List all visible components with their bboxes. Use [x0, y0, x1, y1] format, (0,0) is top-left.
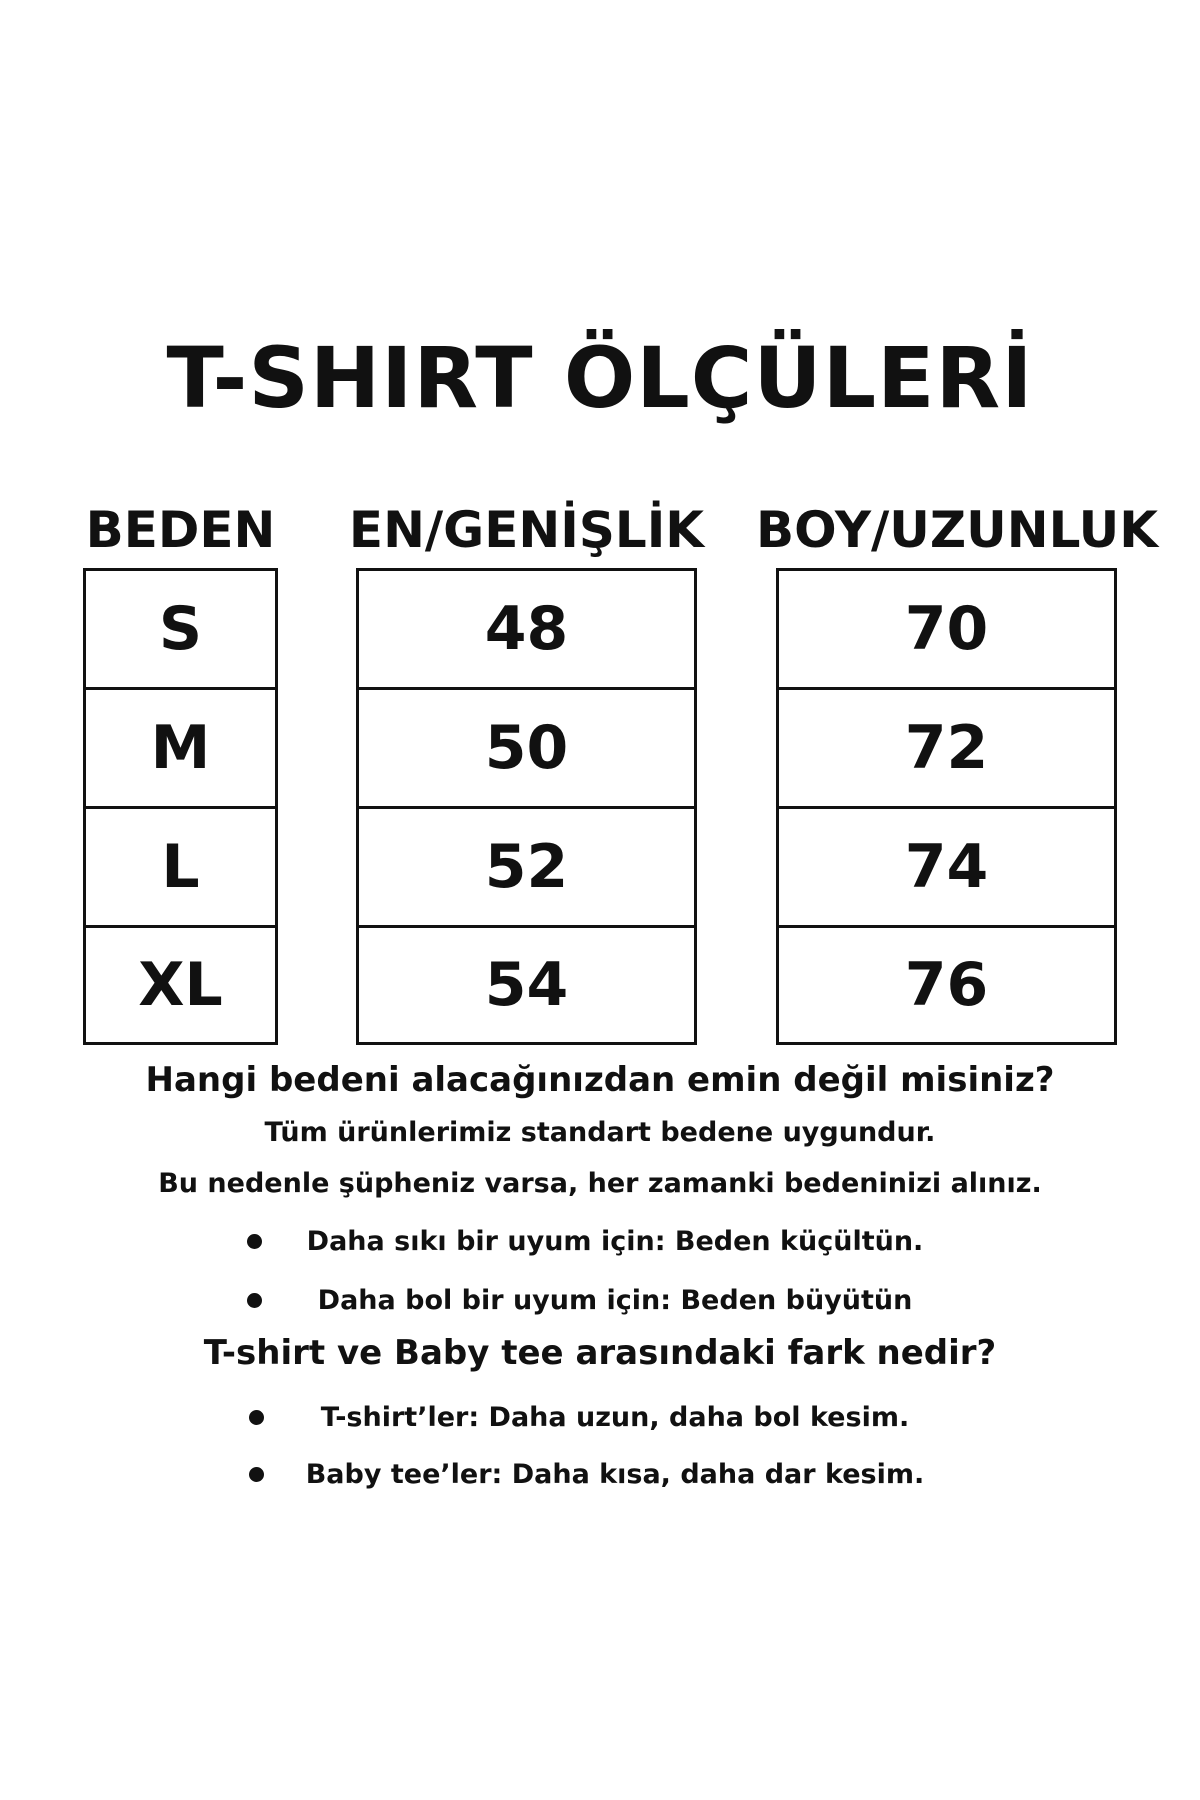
width-cell: 48 — [359, 571, 694, 690]
width-cell: 50 — [359, 690, 694, 809]
size-column — [83, 500, 278, 1040]
page-title: T-SHIRT ÖLÇÜLERİ — [166, 329, 1034, 427]
standard-size-note: Tüm ürünlerimiz standart bedene uygundur. — [264, 1117, 936, 1148]
length-column — [756, 500, 1159, 1040]
width-column — [348, 500, 705, 1040]
difference-question: T-shirt ve Baby tee arasındaki fark nedir? — [203, 1333, 997, 1373]
size-cell: L — [86, 809, 275, 928]
size-column-header: BEDEN — [85, 501, 276, 559]
list-item — [0, 1281, 1200, 1321]
width-cell: 54 — [484, 950, 569, 1020]
size-cell: XL — [138, 950, 223, 1020]
size-column-box — [83, 568, 278, 1045]
length-cell: 70 — [779, 571, 1114, 690]
usual-size-note: Bu nedenle şüpheniz varsa, her zamanki bedeninizi alınız. — [158, 1168, 1042, 1199]
length-column-box — [776, 568, 1117, 1045]
width-cell: 52 — [359, 809, 694, 928]
list-item — [0, 1455, 1200, 1495]
length-column-header: BOY/UZUNLUK — [756, 501, 1159, 559]
length-cell: 74 — [779, 809, 1114, 928]
tshirt-description: T-shirt’ler: Daha uzun, daha bol kesim. — [320, 1402, 910, 1433]
tighter-fit-tip: Daha sıkı bir uyum için: Beden küçültün. — [306, 1226, 924, 1257]
size-question: Hangi bedeni alacağınızdan emin değil misiniz? — [145, 1060, 1055, 1100]
size-cell: S — [86, 571, 275, 690]
length-cell: 76 — [904, 950, 989, 1020]
size-cell: M — [86, 690, 275, 809]
length-cell: 72 — [779, 690, 1114, 809]
width-column-box — [356, 568, 697, 1045]
baby-tee-description: Baby tee’ler: Daha kısa, daha dar kesim. — [305, 1459, 925, 1490]
looser-fit-tip: Daha bol bir uyum için: Beden büyütün — [317, 1285, 913, 1316]
list-item — [0, 1222, 1200, 1262]
list-item — [0, 1398, 1200, 1438]
width-column-header: EN/GENİŞLİK — [348, 501, 705, 559]
